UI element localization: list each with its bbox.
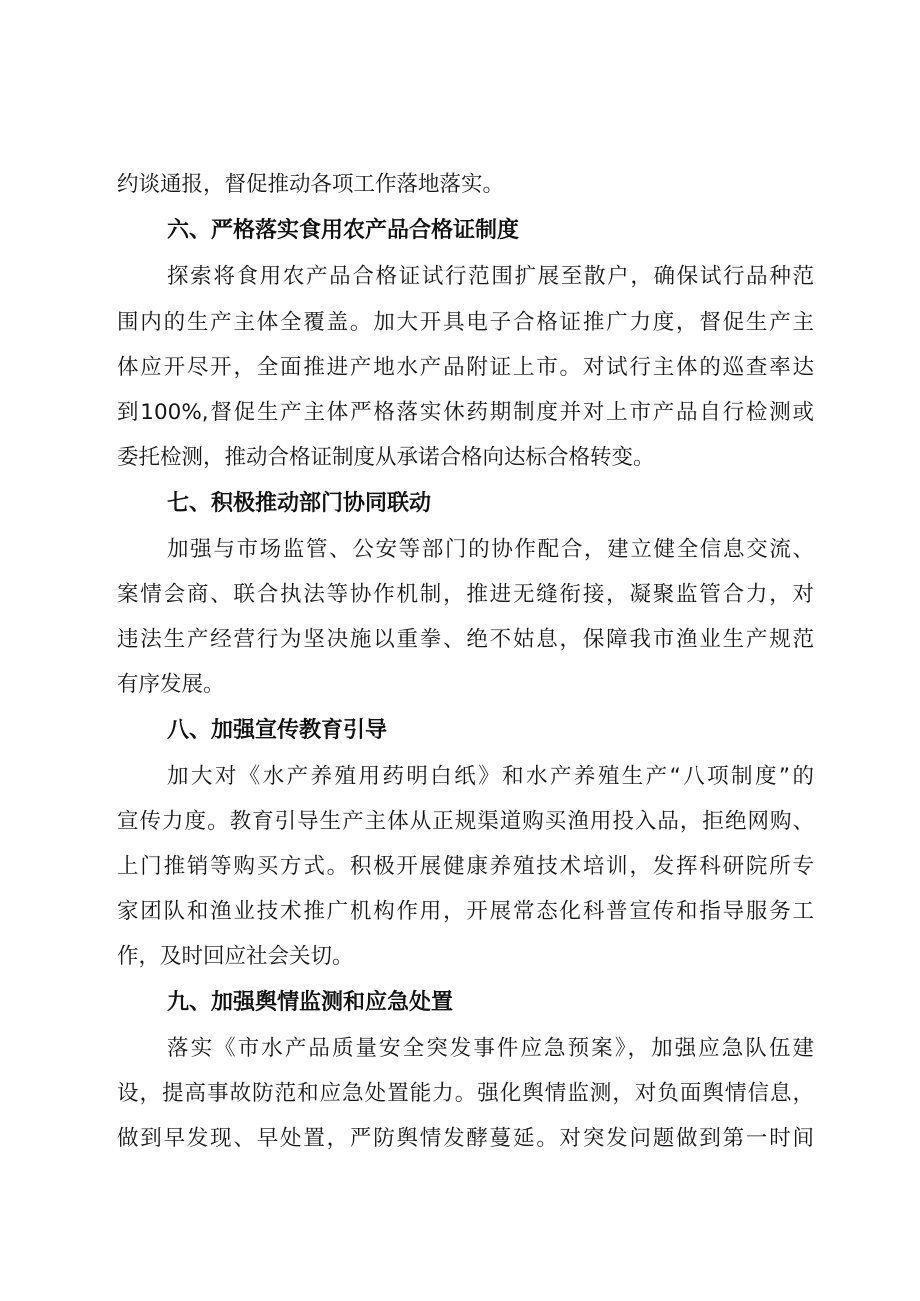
section-9-line-2: 设，提高事故防范和应急处置能力。强化舆情监测，对负面舆情信息， — [117, 1081, 814, 1106]
section-6-line-1: 探索将食用农产品合格证试行范围扩展至散户，确保试行品种范 — [167, 264, 814, 289]
section-heading-7: 七、积极推动部门协同联动 — [167, 491, 432, 516]
section-7-line-1: 加强与市场监管、公安等部门的协作配合，建立健全信息交流、 — [167, 537, 814, 562]
section-7-line-4: 有序发展。 — [117, 672, 225, 697]
section-heading-6: 六、严格落实食用农产品合格证制度 — [167, 218, 520, 243]
section-8-line-1: 加大对《水产养殖用药明白纸》和水产养殖生产“八项制度”的 — [167, 764, 814, 789]
section-8-line-3: 上门推销等购买方式。积极开展健康养殖技术培训，发挥科研院所专 — [117, 854, 814, 879]
lead-line: 约谈通报，督促推动各项工作落地落实。 — [117, 172, 505, 197]
section-6-line-5: 委托检测，推动合格证制度从承诺合格向达标合格转变。 — [117, 445, 655, 470]
section-8-line-2: 宣传力度。教育引导生产主体从正规渠道购买渔用投入品，拒绝网购、 — [117, 809, 814, 834]
section-heading-9: 九、加强舆情监测和应急处置 — [167, 990, 454, 1015]
section-heading-8: 八、加强宣传教育引导 — [167, 718, 388, 743]
section-7-line-3: 违法生产经营行为坚决施以重拳、绝不姑息，保障我市渔业生产规范 — [117, 627, 814, 652]
section-6-line-2: 围内的生产主体全覆盖。加大开具电子合格证推广力度，督促生产主 — [117, 310, 814, 335]
section-9-line-3: 做到早发现、早处置，严防舆情发酵蔓延。对突发问题做到第一时间 — [117, 1126, 814, 1151]
section-8-line-4: 家团队和渔业技术推广机构作用，开展常态化科普宣传和指导服务工 — [117, 899, 814, 924]
section-6-line-4: 到100%,督促生产主体严格落实休药期制度并对上市产品自行检测或 — [117, 400, 814, 425]
section-7-line-2: 案情会商、联合执法等协作机制，推进无缝衔接，凝聚监管合力，对 — [117, 582, 814, 607]
section-9-line-1: 落实《市水产品质量安全突发事件应急预案》，加强应急队伍建 — [167, 1036, 814, 1061]
section-8-line-5: 作，及时回应社会关切。 — [117, 944, 354, 969]
section-6-line-3: 体应开尽开，全面推进产地水产品附证上市。对试行主体的巡查率达 — [117, 355, 814, 380]
